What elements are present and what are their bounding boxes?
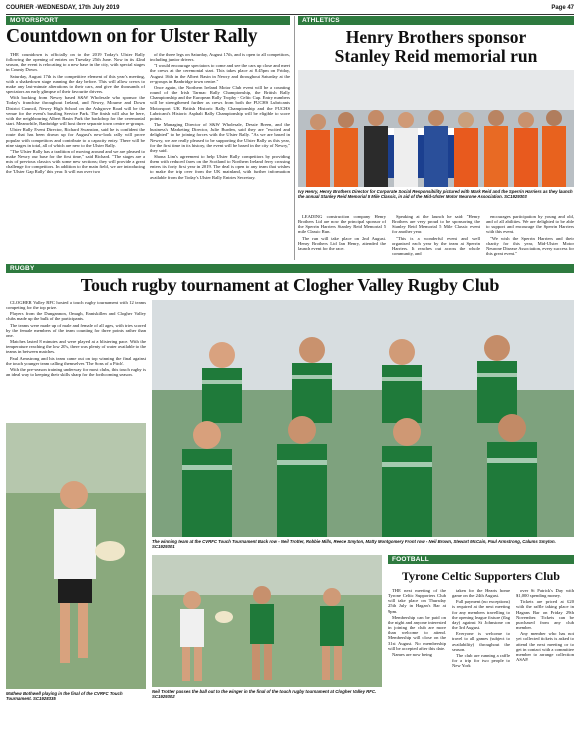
rugby-pass-photo	[152, 555, 382, 687]
football-headline: Tyrone Celtic Supporters Club	[402, 569, 560, 583]
paragraph: Matches lasted 8 minutes and were played at a blistering pace. With the temperature reaching the low 20's, there was plenty of water available to the teams in between matches.	[6, 339, 146, 355]
section-tag-athletics: ATHLETICS	[298, 16, 574, 25]
rugby-player-caption: Mathew Bothwell playing in the final of the CVRFC Touch Tournament. SC1928335	[6, 691, 123, 701]
masthead-date: COURIER -WEDNESDAY, 17th July 2019	[6, 5, 120, 11]
paragraph: With the pre-season training underway for most clubs, this touch rugby is an ideal way to keeping their skills sharp for the forthcoming season.	[6, 366, 146, 378]
rugby-team-caption: The winning team at the CVRFC Touch Tournament Back row - Neil Trotter, Robbie Mills, Reece Smyton, Matty Montgomery Front row - Neil Brown, Stewart McCain, Paul Armstrong, Calums Smyton. SC1929301	[152, 539, 556, 549]
paragraph: THE next meeting of the Tyrone Celtic Supporters Club will take place on Thursday 25th July in Hagan's Bar at 9pm.	[388, 588, 446, 614]
football-column-2	[452, 588, 510, 733]
rugby-pass-photo-art	[152, 555, 382, 687]
masthead-rule	[6, 14, 574, 15]
paragraph: Once again, the Northern Ireland Motor Club event will be a counting round of the Irish Tarmac Rally Championship, the British Rally Championship and the European Rally Trophy - Celtic Cup. Entry numbers will be strengthened further as crews from both the FUCHS Lubricants Motorsport UK British Historic Rally Championship and the FUCHS Lubricant's Historic Asphalt Rally Championship will be eligible to score points.	[150, 84, 290, 121]
rugby-team-photo	[152, 300, 574, 537]
paragraph: CLOGHER Valley RFC hosted a touch rugby tournament with 12 teams competing for the top prize.	[6, 300, 146, 311]
masthead	[6, 3, 574, 13]
rugby-team-photo-art	[152, 300, 574, 537]
section-tag-football: FOOTBALL	[388, 555, 574, 564]
rugby-player-photo	[6, 423, 146, 689]
football-column-1	[388, 588, 446, 733]
paragraph: Players from the Dungannon, Omagh, Enniskillen and Clogher Valley clubs made up the bulk of the participants.	[6, 311, 146, 322]
paragraph: Ulster Rally Event Director, Richard Swanston, said he is confident the route that has been drawn up for August's new-look rally will prove popular with competitors and contribute to a capacity entry. There will be nine stages in total, all of which are new to the Ulster Rally.	[6, 127, 145, 148]
motorsport-column-2	[150, 52, 290, 258]
paragraph: "The Ulster Rally has a tradition of moving around and we are pleased to make Newry our base for the first time," said Richard. "The stages are a mix of previous classics with some new sections; they will provide a great challenge for competitors. In addition to the main field, we are introducing the 'Ulster Gap Rally' this year. It will run over two	[6, 148, 145, 175]
paragraph: Shona Lim's agreement to help Ulster Rally competitors by providing them with reduced fares on the Scotland to Northern Ireland ferry crossing enters its forty first year in 2019. The deal is open to any team that wishes to make the trip over from the UK mainland, with further information available from the Today's Ulster Rally Entries Secretary.	[150, 153, 290, 180]
rugby-player-photo-art	[6, 423, 146, 689]
motorsport-column-1	[6, 52, 145, 258]
paragraph: "We wish the Sperrin Harriers and their charity for this year, Mid-Ulster Motor Neurone Disease Association, every success for this great event."	[486, 235, 574, 257]
section-tag-motorsport: MOTORSPORT	[6, 16, 290, 25]
paragraph: The run will take place on 2nd August. Henry Brothers Ltd Ian Henry, attended the launch event for the race.	[298, 235, 386, 251]
athletics-headline-line-2: Stanley Reid memorial run	[334, 46, 538, 66]
paragraph: Everyone is welcome to travel to all games (subject to availability) throughout the season.	[452, 631, 510, 652]
paragraph: THE countdown is officially on to the 2019 Today's Ulster Rally following the opening of entries on Tuesday 25th June. Now in its 42nd season, the event is relocating to a new base in the city, with special stages in County Down.	[6, 52, 145, 73]
rugby-pass-caption: Neil Trotter passes the ball out to the winger in the final of the touch rugby tournament at Clogher Valley RFC. SC1929302	[152, 689, 377, 699]
paragraph: Membership can be paid on the night and anyone interested in joining the club are more than welcome to attend. Membership will close on the 31st August. No membership will be accepted after this date.	[388, 614, 446, 651]
paragraph: taken for the Hearts home game on the 24th August.	[452, 588, 510, 599]
athletics-column-3	[486, 214, 574, 260]
section-tag-rugby: RUGBY	[6, 264, 574, 273]
paragraph: of the three legs on Saturday, August 17th, and is open to all competitors, including junior drivers.	[150, 52, 290, 63]
paragraph: "This is a wonderful event and well organised each year by the team at Sperrin Harriers. It reaches out across the whole community, and	[392, 235, 480, 257]
motorsport-headline: Countdown on for Ulster Rally	[6, 26, 258, 47]
paragraph: Names are now being	[392, 651, 432, 657]
paragraph: With backing from Newry based S&W Wholesale who sponsor the Today's franchise throughout Ireland, and Newry, Mourne and Down District Council, Newry High School on the Ashgrove Road will be the venue for the event's bustling Service Park. The finish will also be here, with the neighbouring Albert Basin Park the backdrop for the ceremonial start. Meanwhile, Banbridge will host three separate town centre re-groups.	[6, 95, 145, 127]
athletics-photo	[298, 70, 574, 187]
paragraph: The teams were made up of male and female of all ages, with tries scored by the female members of the team counting for three points rather than one.	[6, 322, 146, 338]
athletics-column-1	[298, 214, 386, 260]
paragraph: The Managing Director of S&W Wholesale, Dessie Breen, and the business's Marketing Director, Julie Burden, said they are "excited and delighted" to be joining forces with the Ulster Rally. "As we are based in Newry, we are really pleased to be supporting the Ulster Rally as this year, for the first time in its history, the event will be based in the city of Newry," they said.	[150, 122, 290, 153]
paragraph: LEADING construction company Henry Brothers Ltd are now the principal sponsor of the Sperrin Harriers Stanley Reid Memorial 5 mile Classic Run.	[298, 214, 386, 235]
athletics-headline	[298, 28, 574, 66]
athletics-headline-line-1: Henry Brothers sponsor	[345, 27, 527, 47]
paragraph: Tickets are priced at £20 with the raffle taking place in Hagans Bar on Friday 29th November. Tickets can be purchased from any club member.	[516, 599, 574, 631]
paragraph: Any member who has not yet collected tickets is asked to attend the next meeting or to get in contact with a committee member to arrange collection ASAP.	[516, 631, 574, 663]
paragraph: Speaking at the launch he said: "Henry Brothers are very proud to be sponsoring the Stanley Reid Memorial 5 Mile Classic event for another year.	[392, 214, 480, 235]
paragraph: The club are running a raffle for a trip for two people to New York	[452, 652, 510, 669]
athletics-caption: Ivy Henry, Henry Brothers Director for Corporate Social Responsibility pictured with Mark Reid and the Sperrin Harriers as they launch the annual Stanley Reid Memorial 5 Mile Classic, in aid of the Mid-Ulster Motor Neurone Association. SC1929303	[298, 189, 573, 199]
paragraph: over St Patrick's Day with $1,000 spending money.	[516, 588, 574, 599]
paragraph: "I would encourage spectators to come and see the cars up close and meet the crews at the ceremonial start. This takes place at 8.45pm on Friday, August 16th in the Albert Basin in Newry and throughout Saturday at the re-groups in Banbridge town centre."	[150, 63, 290, 84]
athletics-column-2	[392, 214, 480, 260]
rugby-headline: Touch rugby tournament at Clogher Valley Rugby Club	[80, 275, 500, 295]
rugby-column	[6, 300, 146, 420]
paragraph: Saturday, August 17th is the competitive element of this year's meeting, with a shakedown stage running the day before. This will allow crews to make any last-minute alterations to their cars, and give the thousands of spectators an early glimpse of their favourite drivers.	[6, 73, 145, 95]
column-divider	[294, 16, 295, 260]
football-column-3	[516, 588, 574, 733]
paragraph: Paul Armstrong and his team came out on top winning the final against the touch younger team calling themselves 'The Sons of a Pitch'.	[6, 355, 146, 366]
paragraph: encourages participation by young and old, and of all abilities. We are delighted to be able to support and encourage the Sperrin Harriers with this event.	[486, 214, 574, 235]
paragraph: Full payment (no exceptions) is required at the next meeting for any members travelling to the opening league fixture (flag day) against St Johnstone on the 3rd August.	[452, 599, 510, 631]
athletics-photo-art	[298, 70, 574, 187]
page-number: Page 47	[551, 5, 574, 11]
